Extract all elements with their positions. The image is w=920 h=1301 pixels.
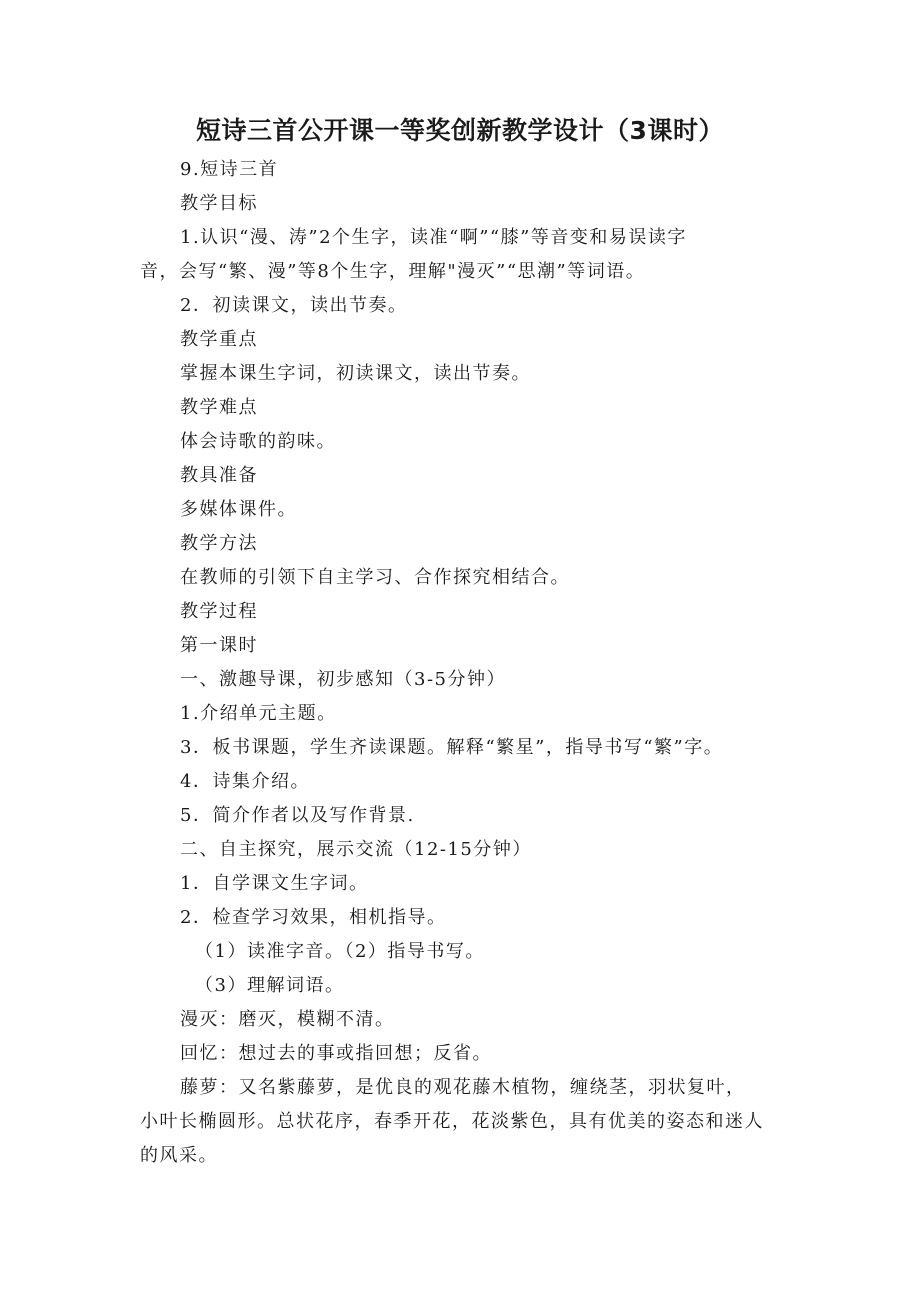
text-line: 多媒体课件。 <box>180 499 297 520</box>
text-line: 第一课时 <box>180 635 258 656</box>
text-line: 体会诗歌的韵味。 <box>180 431 336 452</box>
text-line: 一、激趣导课，初步感知（3-5分钟） <box>180 669 506 690</box>
text-line: 藤萝：又名紫藤萝，是优良的观花藤木植物，缠绕茎，羽状复叶， <box>180 1077 746 1098</box>
text-line: 回忆：想过去的事或指回想；反省。 <box>180 1043 492 1064</box>
text-line: 2．检查学习效果，相机指导。 <box>180 907 447 928</box>
text-line: 1.介绍单元主题。 <box>180 703 337 724</box>
text-line: 2．初读课文，读出节奏。 <box>180 295 408 316</box>
text-line: 小叶长椭圆形。总状花序，春季开花，花淡紫色，具有优美的姿态和迷人 <box>140 1111 764 1132</box>
text-line: （1）读准字音。（2）指导书写。 <box>195 941 485 962</box>
text-line: 教学过程 <box>180 601 258 622</box>
text-line: 教具准备 <box>180 465 258 486</box>
text-line: 教学难点 <box>180 397 258 418</box>
text-line: （3）理解词语。 <box>195 975 345 996</box>
text-line: 9.短诗三首 <box>180 159 279 180</box>
text-line: 1.认识“漫、涛”2个生字，读准“啊”“膝”等音变和易误读字 <box>180 227 687 248</box>
text-line: 漫灭：磨灭，模糊不清。 <box>180 1009 395 1030</box>
text-line: 教学重点 <box>180 329 258 350</box>
text-line: 1．自学课文生字词。 <box>180 873 369 894</box>
text-line: 5．简介作者以及写作背景. <box>180 805 415 826</box>
text-line: 的风采。 <box>140 1145 218 1166</box>
text-line: 教学目标 <box>180 193 258 214</box>
document-title: 短诗三首公开课一等奖创新教学设计（3课时） <box>196 116 724 145</box>
text-line: 4．诗集介绍。 <box>180 771 310 792</box>
text-line: 掌握本课生字词，初读课文，读出节奏。 <box>180 363 531 384</box>
text-line: 二、自主探究，展示交流（12-15分钟） <box>180 839 532 860</box>
text-line: 音，会写“繁、漫”等8个生字，理解"漫灭”“思潮”等词语。 <box>140 261 646 282</box>
text-line: 在教师的引领下自主学习、合作探究相结合。 <box>180 567 570 588</box>
text-line: 教学方法 <box>180 533 258 554</box>
text-line: 3．板书课题，学生齐读课题。解释“繁星”，指导书写“繁”字。 <box>180 737 724 758</box>
